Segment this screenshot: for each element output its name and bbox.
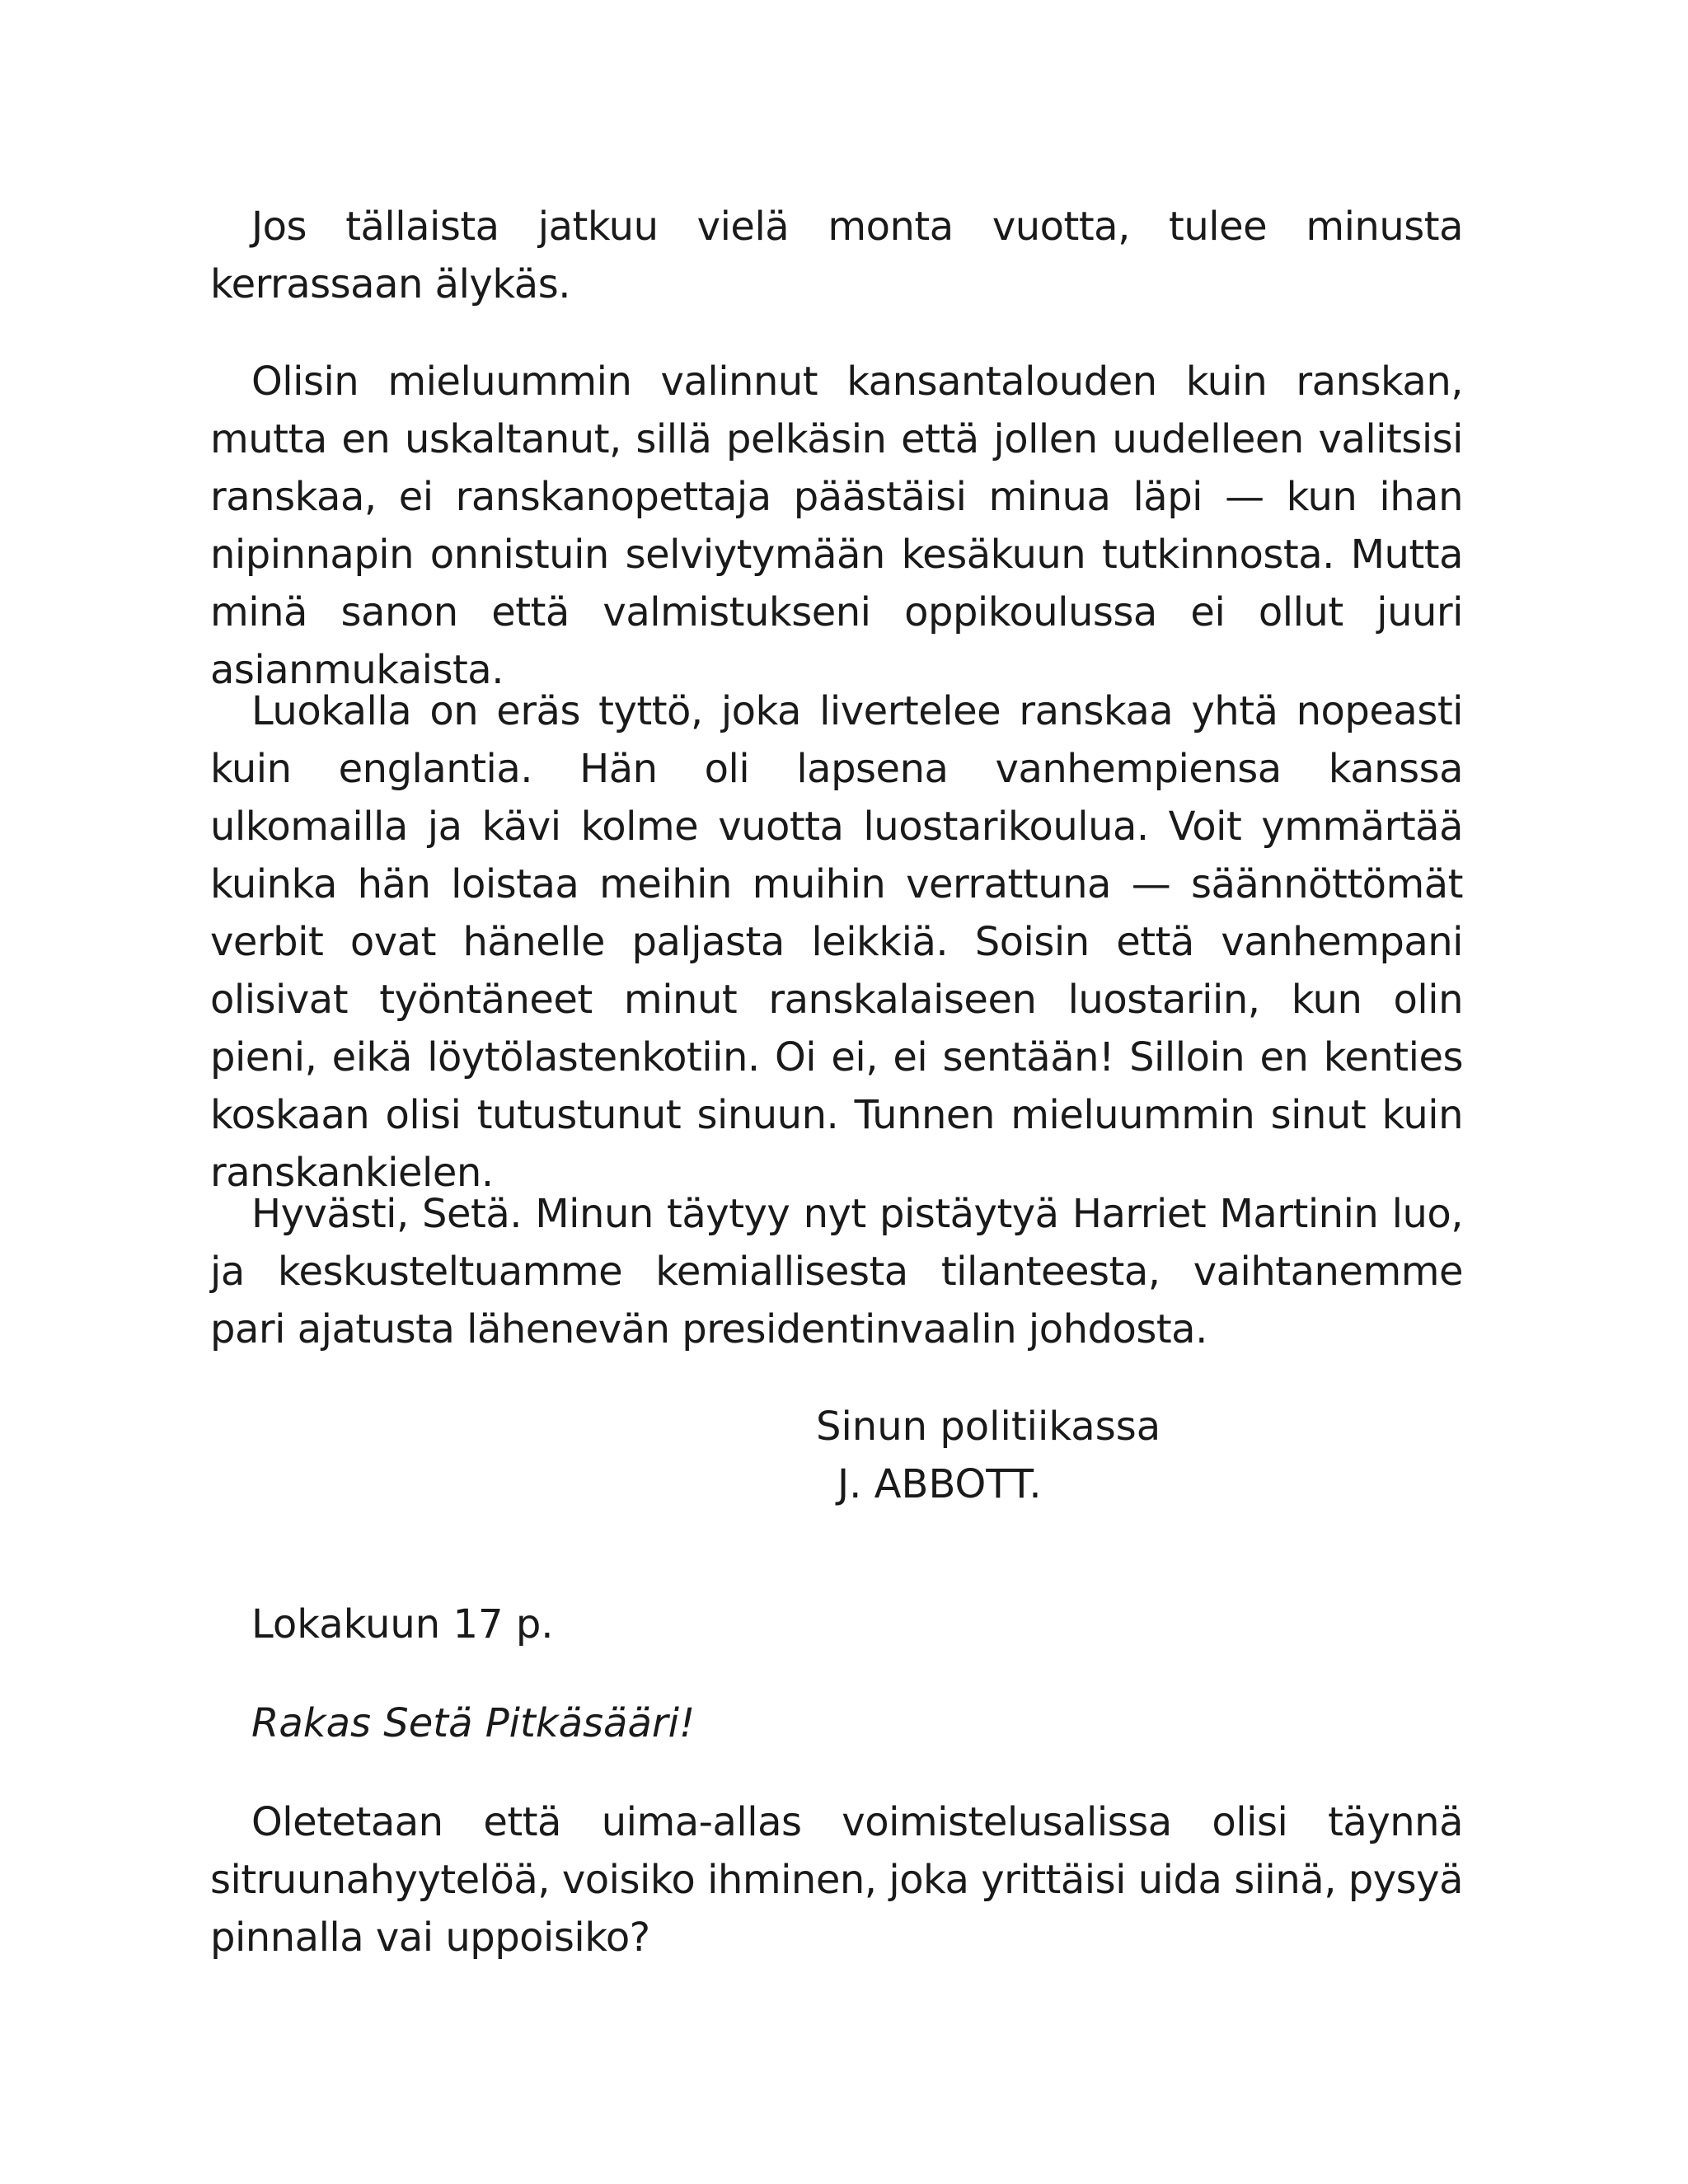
paragraph-french-girl: Luokalla on eräs tyttö, joka livertelee ranskaa yhtä nopeasti kuin englantia. Hän oli lapsena vanhempiensa kanssa ulkomailla ja kävi kolme vuotta luostarikoulua. Voit ymmärtää kuinka hän loistaa meihin muihin verrattuna — säännöttömät verbit ovat hänelle paljasta leikkiä. Soisin että vanhempani olisivat työntäneet minut ranskalaiseen luostariin, kun olin pieni, eikä löytölastenkotiin. Oi ei, ei sentään! Silloin en kenties koskaan olisi tutustunut sinuun. Tunnen mieluummin sinut kuin ranskankielen.: [210, 688, 1463, 1196]
letter-salutation: Rakas Setä Pitkäsääri!: [251, 1700, 696, 1746]
letter-date: Lokakuun 17 p.: [251, 1601, 554, 1647]
paragraph-lemon-jelly: Oletetaan että uima-allas voimistelusalissa olisi täynnä sitruunahyytelöä, voisiko ihminen, joka yrittäisi uida siinä, pysyä pinnalla vai uppoisiko?: [210, 1799, 1463, 1961]
paragraph-farewell: Hyvästi, Setä. Minun täytyy nyt pistäytyä Harriet Martinin luo, ja keskusteltuamme kemiallisesta tilanteesta, vaihtanemme pari ajatusta lähenevän presidentinvaalin johdosta.: [210, 1191, 1463, 1352]
paragraph-french-choice: Olisin mieluummin valinnut kansantalouden kuin ranskan, mutta en uskaltanut, sillä pelkäsin että jollen uudelleen valitsisi ranskaa, ei ranskanopettaja päästäisi minua läpi — kun ihan nipinnapin onnistuin selviytymään kesäkuun tutkinnosta. Mutta minä sanon että valmistukseni oppikoulussa ei ollut juuri asianmukaista.: [210, 359, 1463, 693]
letter-signature: J. ABBOTT.: [837, 1461, 1042, 1507]
paragraph-intelligence: Jos tällaista jatkuu vielä monta vuotta, tulee minusta kerrassaan älykäs.: [210, 204, 1463, 307]
letter-closing: Sinun politiikassa: [816, 1404, 1161, 1450]
